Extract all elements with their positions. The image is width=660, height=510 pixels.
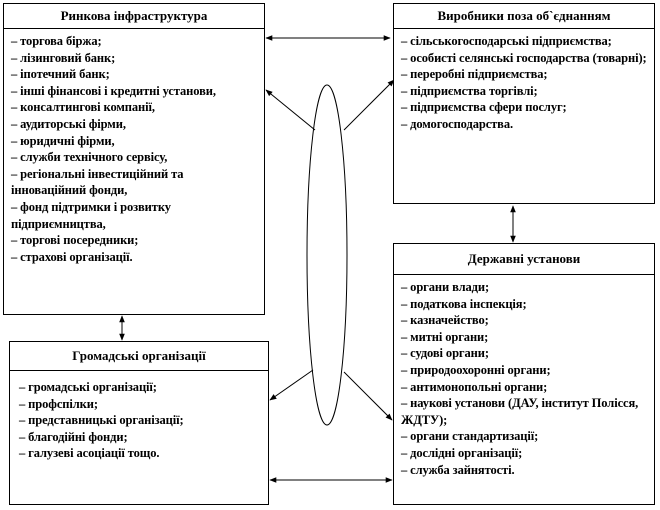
list-item: – дослідні організації; <box>401 445 523 460</box>
list-item: – регіональні інвестиційний та інноваційний фонди, <box>11 166 184 198</box>
list-item: – служби технічного сервісу, <box>11 150 168 165</box>
state-institutions-box <box>393 243 655 505</box>
producers-box <box>393 3 655 204</box>
list-item: – іпотечний банк; <box>11 67 110 82</box>
list-item: – казначейство; <box>401 313 489 328</box>
list-item: – особисті селянські господарства (товарні); <box>401 50 647 65</box>
list-item: – юридичні фірми, <box>11 133 115 148</box>
list-item: – домогосподарства. <box>401 116 514 131</box>
list-item: – митні органи; <box>401 329 489 344</box>
producers-list <box>394 29 654 135</box>
public-organizations-box <box>9 341 269 505</box>
list-item: – торгова біржа; <box>11 34 102 48</box>
list-item: – органи стандартизації; <box>401 429 539 444</box>
list-item: – підприємства сфери послуг; <box>401 100 567 115</box>
arrow-ellipse-public <box>270 370 313 400</box>
list-item: – громадські організації; <box>19 380 157 394</box>
list-item: – аудиторські фірми, <box>11 116 126 131</box>
list-item: – антимонопольні органи; <box>401 379 548 394</box>
list-item: – податкова інспекція; <box>401 296 527 311</box>
state-institutions-title: Державні установи <box>394 244 654 275</box>
list-item: – переробні підприємства; <box>401 67 548 82</box>
list-item: – сільськогосподарські підприємства; <box>401 34 612 48</box>
arrow-ellipse-state <box>344 372 392 420</box>
list-item: – страхові організації. <box>11 249 133 264</box>
list-item: – профспілки; <box>19 396 98 411</box>
list-item: – підприємства торгівлі; <box>401 83 538 98</box>
list-item: – судові органи; <box>401 346 489 361</box>
arrow-market-ellipse <box>266 90 315 130</box>
list-item: – фонд підтримки і розвитку підприємництва, <box>11 199 171 231</box>
arrow-ellipse-producers <box>344 80 394 130</box>
market-infrastructure-title: Ринкова інфраструктура <box>4 4 264 29</box>
market-infrastructure-list <box>4 29 264 267</box>
list-item: – благодійні фонди; <box>19 429 128 444</box>
list-item: – органи влади; <box>401 280 490 294</box>
central-ellipse <box>307 85 347 425</box>
producers-title: Виробники поза об`єднанням <box>394 4 654 29</box>
list-item: – лізинговий банк; <box>11 50 116 65</box>
list-item: – служба зайнятості. <box>401 462 515 477</box>
public-organizations-title: Громадські організації <box>10 342 268 371</box>
public-organizations-list <box>10 371 268 464</box>
list-item: – галузеві асоціації тощо. <box>19 446 160 461</box>
list-item: – торгові посередники; <box>11 233 139 248</box>
list-item: – представницькі організації; <box>19 413 184 428</box>
list-item: – природоохоронні органи; <box>401 362 551 377</box>
list-item: – консалтингові компанії, <box>11 100 155 115</box>
list-item: – наукові установи (ДАУ, інститут Полісся, ЖДТУ); <box>401 396 639 427</box>
state-institutions-list <box>394 275 654 480</box>
list-item: – інші фінансові і кредитні установи, <box>11 83 216 98</box>
market-infrastructure-box <box>3 3 265 315</box>
